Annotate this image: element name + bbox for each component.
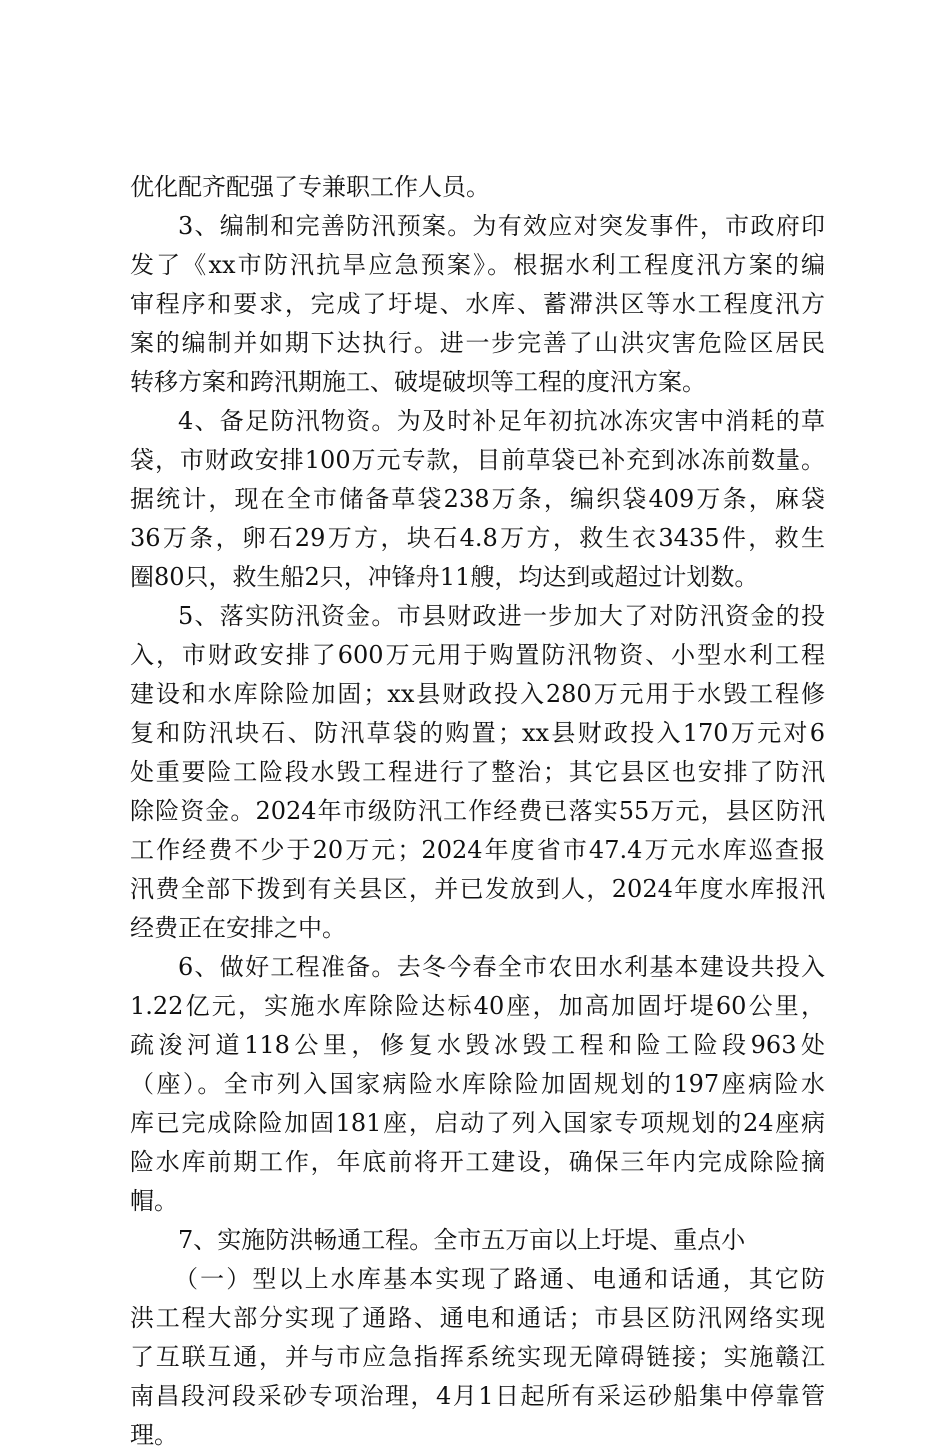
paragraph-line: （座）。全市列入国家病险水库除险加固规划的197座病险水 — [130, 1070, 825, 1098]
paragraph-line: 入，市财政安排了600万元用于购置防汛物资、小型水利工程 — [130, 641, 825, 669]
paragraph-line: 汛费全部下拨到有关县区，并已发放到人，2024年度水库报汛 — [130, 875, 825, 903]
paragraph-line: 优化配齐配强了专兼职工作人员。 — [130, 173, 490, 201]
paragraph-line: 4、备足防汛物资。为及时补足年初抗冰冻灾害中消耗的草 — [178, 407, 825, 435]
paragraph-line: 5、落实防汛资金。市县财政进一步加大了对防汛资金的投 — [178, 602, 825, 630]
paragraph-line: 南昌段河段采砂专项治理，4月1日起所有采运砂船集中停靠管 — [130, 1382, 825, 1410]
paragraph-line: 案的编制并如期下达执行。进一步完善了山洪灾害危险区居民 — [130, 329, 825, 357]
paragraph-line: 发了《xx市防汛抗旱应急预案》。根据水利工程度汛方案的编 — [130, 251, 825, 279]
paragraph-line: 7、实施防洪畅通工程。全市五万亩以上圩堤、重点小 — [178, 1226, 746, 1254]
paragraph-line: 1.22亿元，实施水库除险达标40座，加高加固圩堤60公里， — [130, 992, 825, 1020]
paragraph-line: 工作经费不少于20万元；2024年度省市47.4万元水库巡查报 — [130, 836, 825, 864]
paragraph-line: 库已完成除险加固181座，启动了列入国家专项规划的24座病 — [130, 1109, 825, 1137]
paragraph-line: 处重要险工险段水毁工程进行了整治；其它县区也安排了防汛 — [130, 758, 825, 786]
paragraph-line: 3、编制和完善防汛预案。为有效应对突发事件，市政府印 — [178, 212, 825, 240]
paragraph-line: 袋，市财政安排100万元专款，目前草袋已补充到冰冻前数量。 — [130, 446, 825, 474]
paragraph-line: 经费正在安排之中。 — [130, 914, 346, 942]
paragraph-line: 6、做好工程准备。去冬今春全市农田水利基本建设共投入 — [178, 953, 825, 981]
paragraph-line: 了互联互通，并与市应急指挥系统实现无障碍链接；实施赣江 — [130, 1343, 825, 1371]
paragraph-line: 建设和水库除险加固；xx县财政投入280万元用于水毁工程修 — [130, 680, 825, 708]
paragraph-line: 复和防汛块石、防汛草袋的购置；xx县财政投入170万元对6 — [130, 719, 825, 747]
paragraph-line: 帽。 — [130, 1187, 178, 1215]
paragraph-line: 洪工程大部分实现了通路、通电和通话；市县区防汛网络实现 — [130, 1304, 825, 1332]
paragraph-line: 审程序和要求，完成了圩堤、水库、蓄滞洪区等水工程度汛方 — [130, 290, 825, 318]
paragraph-line: 圈80只，救生船2只，冲锋舟11艘，均达到或超过计划数。 — [130, 563, 759, 591]
paragraph-line: 疏浚河道118公里，修复水毁冰毁工程和险工险段963处 — [130, 1031, 825, 1059]
paragraph-line: 除险资金。2024年市级防汛工作经费已落实55万元，县区防汛 — [130, 797, 825, 825]
paragraph-line: 转移方案和跨汛期施工、破堤破坝等工程的度汛方案。 — [130, 368, 706, 396]
paragraph-line: 险水库前期工作，年底前将开工建设，确保三年内完成除险摘 — [130, 1148, 825, 1176]
paragraph-line: 36万条，卵石29万方，块石4.8万方，救生衣3435件，救生 — [130, 524, 825, 552]
document-body — [130, 168, 825, 1455]
paragraph-line: （一）型以上水库基本实现了路通、电通和话通，其它防 — [174, 1265, 825, 1293]
paragraph-line: 据统计，现在全市储备草袋238万条，编织袋409万条，麻袋 — [130, 485, 825, 513]
paragraph-line: 理。 — [130, 1421, 178, 1449]
